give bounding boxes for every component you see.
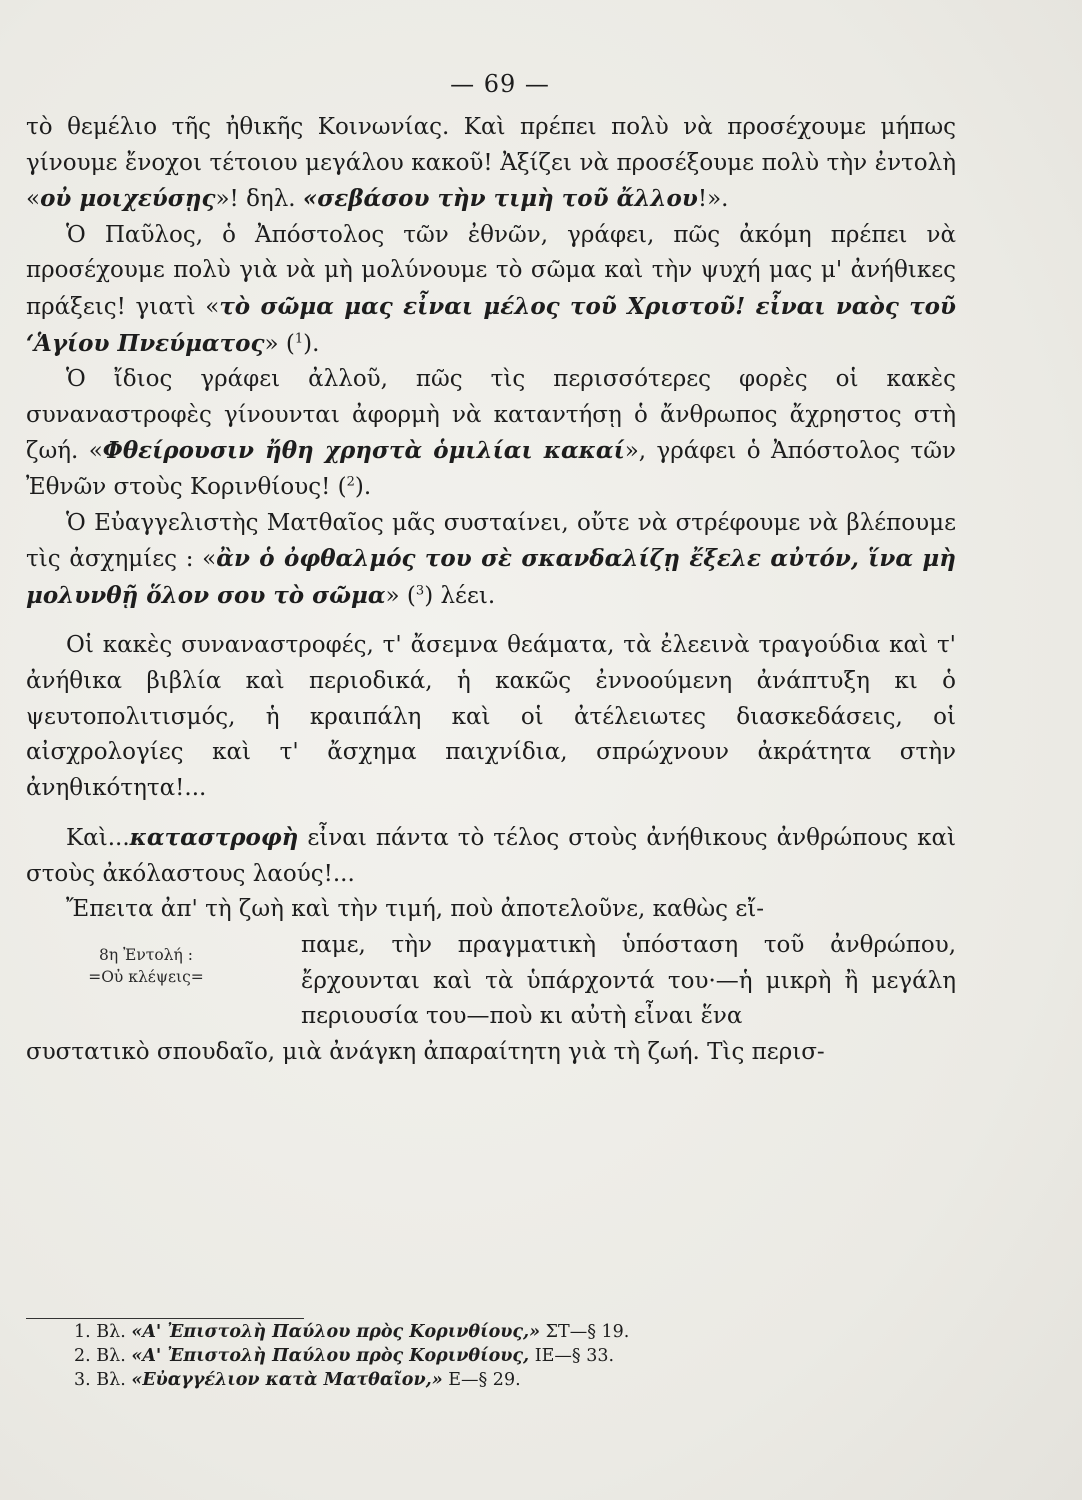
footnote-ref: Ε—§ 29. bbox=[448, 1370, 521, 1390]
text-run: » ( bbox=[264, 330, 295, 357]
paragraph-5 bbox=[26, 628, 956, 806]
footnotes bbox=[74, 1320, 874, 1392]
main-text bbox=[26, 110, 956, 1070]
section-body: παμε, τὴν πραγματικὴ ὑπόσταση τοῦ ἀνθρώπου, ἔρχουνται καὶ τὰ ὑπάρχοντά του·—ἡ μικρὴ ἢ μεγάλη περιουσία του—ποὺ κι αὐτὴ εἶναι ἕνα bbox=[301, 932, 956, 1030]
emphasis-text: οὐ μοιχεύσῃς bbox=[40, 185, 216, 213]
text-run: ) λέει. bbox=[424, 582, 496, 609]
text-run: »! δηλ. bbox=[215, 186, 303, 213]
footnote-ref: ΣΤ—§ 19. bbox=[545, 1322, 630, 1342]
footnote-marker: 1 bbox=[294, 330, 304, 346]
text-run: » ( bbox=[385, 582, 416, 609]
margin-note-title: 8η Ἐντολή : bbox=[99, 946, 193, 965]
footnote-1 bbox=[74, 1320, 874, 1344]
footnote-ref: ΙΕ—§ 33. bbox=[534, 1346, 615, 1366]
emphasis-text: ἂν ὁ ὀφθαλμός του σὲ σκανδαλίζῃ ἔξελε αὐτόν, ἵνα μὴ μολυνθῇ ὅλον σου τὸ σῶμα bbox=[26, 545, 956, 609]
paragraph-1 bbox=[26, 110, 956, 218]
footnote-title: «Α' Ἐπιστολὴ Παύλου πρὸς Κορινθίους, bbox=[131, 1346, 530, 1366]
footnote-marker: 2 bbox=[346, 474, 355, 490]
emphasis-text: καταστροφὴ bbox=[129, 824, 299, 852]
commandment-section bbox=[26, 892, 956, 1070]
footnote-3 bbox=[74, 1368, 874, 1392]
footnote-prefix: Βλ. bbox=[96, 1322, 126, 1342]
paragraph-4 bbox=[26, 506, 956, 615]
footnote-marker: 3 bbox=[415, 583, 425, 599]
text-run: », γράφει ὁ Ἀπόστολος τῶν Ἐθνῶν στοὺς Κορινθίους! ( bbox=[26, 438, 956, 500]
footnote-number: 1. bbox=[74, 1322, 91, 1342]
paragraph-3 bbox=[26, 362, 956, 505]
text-run: Ὁ Παῦλος, ὁ Ἀπόστολος τῶν ἐθνῶν, γράφει, πῶς ἀκόμη πρέπει νὰ προσέχουμε πολὺ γιὰ νὰ μὴ μολύνουμε τὸ σῶμα καὶ τὴν ψυχή μας μ' ἀνήθικες πράξεις! γιατὶ « bbox=[26, 221, 956, 320]
text-run: ). bbox=[303, 330, 320, 357]
text-run: ). bbox=[354, 473, 372, 500]
text-run: !». bbox=[697, 186, 729, 213]
footnote-2 bbox=[74, 1344, 874, 1368]
emphasis-text: Φθείρουσιν ἤθη χρηστὰ ὁμιλίαι κακαί bbox=[102, 437, 625, 465]
footnote-title: «Εὐαγγέλιον κατὰ Ματθαῖον,» bbox=[131, 1370, 443, 1390]
footnote-number: 2. bbox=[74, 1346, 91, 1366]
margin-note-subtitle: =Οὐ κλέψεις= bbox=[88, 968, 204, 987]
text-run: Καὶ... bbox=[66, 825, 130, 852]
page-number: — 69 — bbox=[450, 70, 550, 98]
text-run: εἶναι πάντα τὸ τέλος στοὺς ἀνήθικους ἀνθρώπους καὶ στοὺς ἀκόλαστους λαούς!... bbox=[26, 825, 956, 887]
footnote-prefix: Βλ. bbox=[96, 1370, 126, 1390]
paragraph-2 bbox=[26, 218, 956, 362]
text-run: Ὁ Εὐαγγελιστὴς Ματθαῖος μᾶς συσταίνει, οὔτε νὰ στρέφουμε νὰ βλέπουμε τὶς ἀσχημίες : « bbox=[26, 509, 956, 573]
section-first-line: Ἔπειτα ἀπ' τὴ ζωὴ καὶ τὴν τιμή, ποὺ ἀποτελοῦνε, καθὼς εἴ- bbox=[66, 896, 765, 923]
margin-note bbox=[26, 944, 266, 988]
section-last-line: συστατικὸ σπουδαῖο, μιὰ ἀνάγκη ἀπαραίτητη γιὰ τὴ ζωή. Τὶς περισ- bbox=[26, 1038, 825, 1065]
footnote-number: 3. bbox=[74, 1370, 91, 1390]
footnote-divider bbox=[26, 1318, 304, 1319]
text-run: Οἱ κακὲς συναναστροφές, τ' ἄσεμνα θεάματα, τὰ ἐλεεινὰ τραγούδια καὶ τ' ἀνήθικα βιβλία καὶ περιοδικά, ἡ κακῶς ἐννοούμενη ἀνάπτυξη κι ὁ ψευτοπολιτισμός, ἡ κραιπάλη καὶ οἱ ἀτέλειωτες διασκεδάσεις, οἱ αἰσχρολογίες καὶ τ' ἄσχημα παιχνίδια, σπρώχνουν ἀκράτητα στὴν ἀνηθικότητα!... bbox=[26, 632, 956, 801]
text-run: Ὁ ἴδιος γράφει ἀλλοῦ, πῶς τὶς περισσότερες φορὲς οἱ κακὲς συναναστροφὲς γίνουνται ἀφορμὴ νὰ καταντήσῃ ὁ ἄνθρωπος ἄχρηστος στὴ ζωή. « bbox=[26, 366, 956, 465]
footnote-title: «Α' Ἐπιστολὴ Παύλου πρὸς Κορινθίους,» bbox=[131, 1322, 541, 1342]
emphasis-text: τὸ σῶμα μας εἶναι μέλος τοῦ Χριστοῦ! εἶναι ναὸς τοῦ ‘Ἁγίου Πνεύματος bbox=[26, 292, 956, 357]
footnote-prefix: Βλ. bbox=[96, 1346, 126, 1366]
text-run: τὸ θεμέλιο τῆς ἠθικῆς Κοινωνίας. Καὶ πρέπει πολὺ νὰ προσέχουμε μήπως γίνουμε ἔνοχοι τέτοιου μεγάλου κακοῦ! Ἀξίζει νὰ προσέξουμε πολὺ τὴν ἐντολὴ « bbox=[26, 114, 956, 213]
paragraph-6 bbox=[26, 820, 956, 892]
emphasis-text: «σεβάσου τὴν τιμὴ τοῦ ἄλλου bbox=[302, 185, 698, 213]
